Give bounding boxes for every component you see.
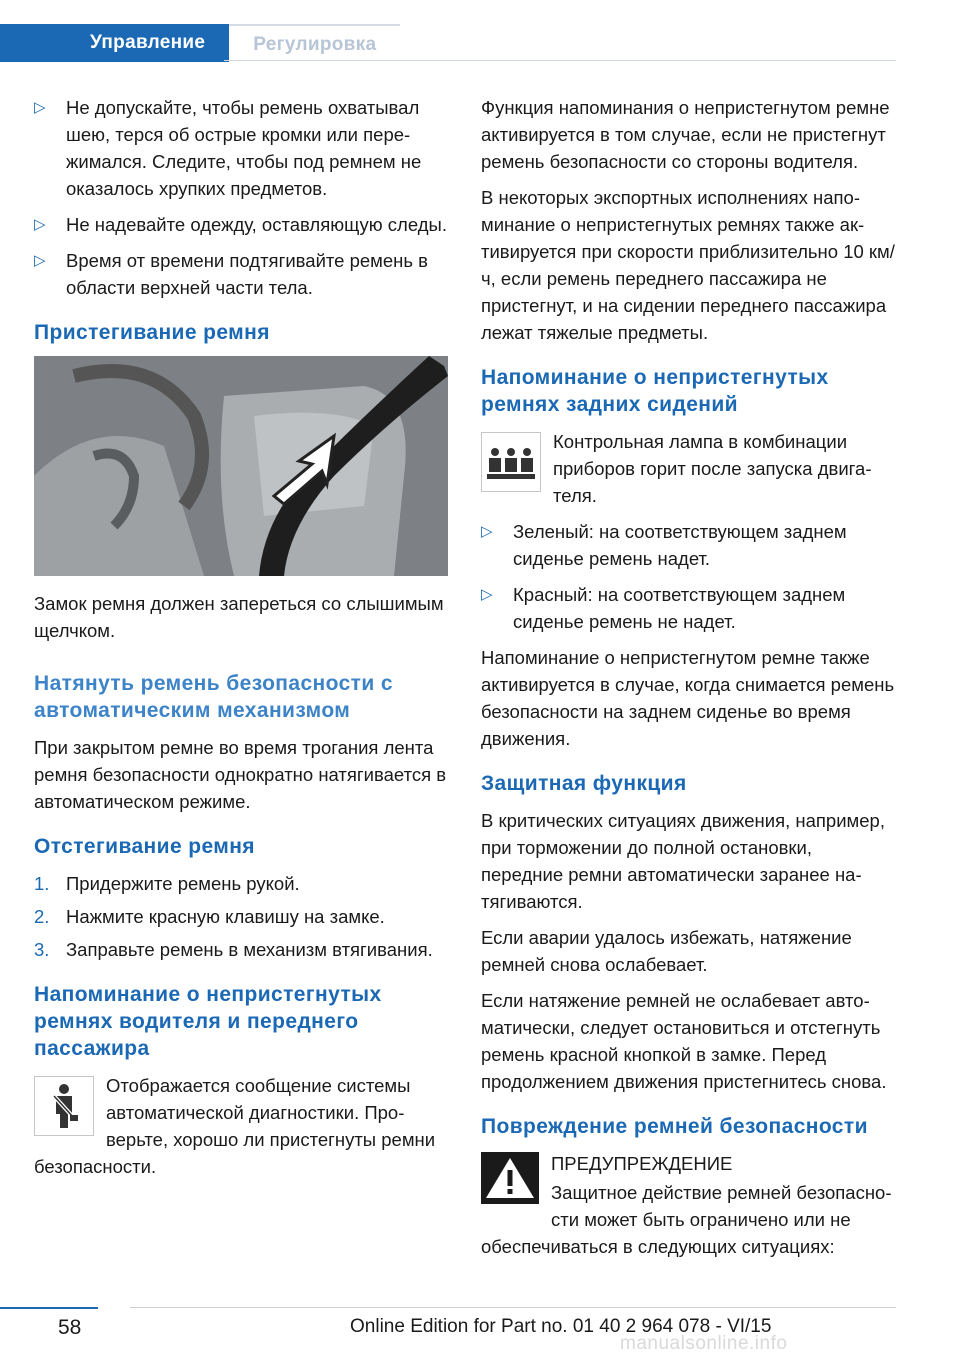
step-number: 1. [34, 873, 50, 894]
text-reminder-function: Функция напоминания о непристегнутом ремне активируется в том случае, если не пристегнут ремень безопасности со стороны водителя. [481, 97, 890, 172]
triangle-bullet-icon: ▷ [34, 99, 46, 116]
text-driver-reminder: Отображается сообщение системы автоматической диагностики. Проверьте, хорошо ли пристегнуты ремни безопасности. [34, 1075, 436, 1177]
warning-text: Защитное действие ремней безопасности может быть ограничено или не обеспечиваться в следующих ситуациях: [481, 1182, 892, 1257]
rear-seats-occupancy-icon [481, 432, 541, 492]
text-lock: Замок ремня должен запереться со слышимым щелчком. [34, 593, 444, 641]
list-item [34, 247, 450, 301]
triangle-bullet-icon: ▷ [481, 523, 493, 540]
step-number: 3. [34, 939, 50, 960]
right-column [481, 94, 897, 1269]
list-item [34, 94, 450, 202]
list-item [481, 581, 897, 635]
step-text: Придержите ремень рукой. [66, 873, 300, 894]
text-release: Если натяжение ремней не ослабевает автоматически, следует остановиться и отстегнуть ремень красной кнопкой в замке. Перед продолжением движения пристегнитесь снова. [481, 990, 887, 1092]
text-avoided: Если аварии удалось избежать, натяжение ремней снова ослабевает. [481, 927, 852, 975]
tab-controls[interactable]: Управление [0, 24, 229, 62]
text-critical: В критических ситуациях движения, например, при торможении до полной остановки, передние ремни автоматически заранее натягиваются. [481, 810, 885, 912]
header-rule [224, 60, 896, 61]
list-item [34, 936, 450, 963]
text-export: В некоторых экспортных исполнениях напоминание о непристегнутых ремнях также активируется при скорости приблизительно 10 км/ч, если ремень переднего пассажира не пристегнут, и на сидении переднего пассажира лежат тяжелые предметы. [481, 187, 895, 343]
bullet-text: Зеленый: на соответствующем заднем сиденье ремень надет. [513, 521, 847, 569]
text-tension: При закрытом ремне во время трогания лента ремня безопасности однократно натягивается в автоматическом режиме. [34, 737, 447, 812]
bullet-text: Красный: на соответствующем заднем сиденье ремень не надет. [513, 584, 846, 632]
heading-rear-reminder: Напоминание о непристегнутых ремнях задних сидений [481, 366, 829, 416]
list-item [34, 903, 450, 930]
warning-block [481, 1150, 897, 1269]
seatbelt-photo [34, 356, 448, 576]
driver-reminder-block [34, 1072, 450, 1189]
footer-accent-rule [0, 1307, 98, 1309]
heading-fasten: Пристегивание ремня [34, 321, 270, 344]
page-number: 58 [58, 1316, 82, 1339]
watermark: manualsonline.info [620, 1333, 788, 1354]
heading-protection: Защитная функция [481, 772, 687, 795]
step-number: 2. [34, 906, 50, 927]
tab-adjustment[interactable]: Регулировка [229, 24, 400, 62]
text-rear-driving: Напоминание о непристегнутом ремне также активируется в случае, когда снимается ремень безопасности на заднем сиденье во время движения. [481, 647, 895, 749]
triangle-bullet-icon: ▷ [34, 216, 46, 233]
triangle-bullet-icon: ▷ [34, 252, 46, 269]
bullet-text: Не допускайте, чтобы ремень охватывал шею, терся об острые кромки или пережимался. Следите, чтобы под ремнем не оказалось хрупких предметов. [66, 97, 422, 199]
warning-triangle-icon [481, 1152, 539, 1204]
list-item [34, 211, 450, 238]
heading-driver-reminder: Напоминание о непристегнутых ремнях водителя и переднего пассажира [34, 983, 382, 1060]
seatbelt-warning-icon [34, 1076, 94, 1136]
triangle-bullet-icon: ▷ [481, 586, 493, 603]
list-item [481, 518, 897, 572]
warning-title: ПРЕДУПРЕЖДЕНИЕ [551, 1153, 733, 1174]
header-tabs [0, 24, 400, 62]
heading-unfasten: Отстегивание ремня [34, 835, 255, 858]
step-text: Нажмите красную клавишу на замке. [66, 906, 385, 927]
heading-damage: Повреждение ремней безопасности [481, 1115, 868, 1138]
edition-label: Online Edition for Part no. 01 40 2 964 078 - VI/15 [350, 1316, 772, 1337]
footer-rule [130, 1307, 896, 1308]
text-rear-lamp: Контрольная лампа в комбинации приборов горит после запуска двигателя. [553, 431, 872, 506]
left-column [34, 94, 450, 1189]
rear-reminder-block [481, 428, 897, 518]
step-text: Заправьте ремень в механизм втягивания. [66, 939, 433, 960]
bullet-text: Время от времени подтягивайте ремень в области верхней части тела. [66, 250, 429, 298]
list-item [34, 870, 450, 897]
heading-tension: Натянуть ремень безопасности с автоматическим механизмом [34, 672, 393, 722]
bullet-text: Не надевайте одежду, оставляющую следы. [66, 214, 447, 235]
